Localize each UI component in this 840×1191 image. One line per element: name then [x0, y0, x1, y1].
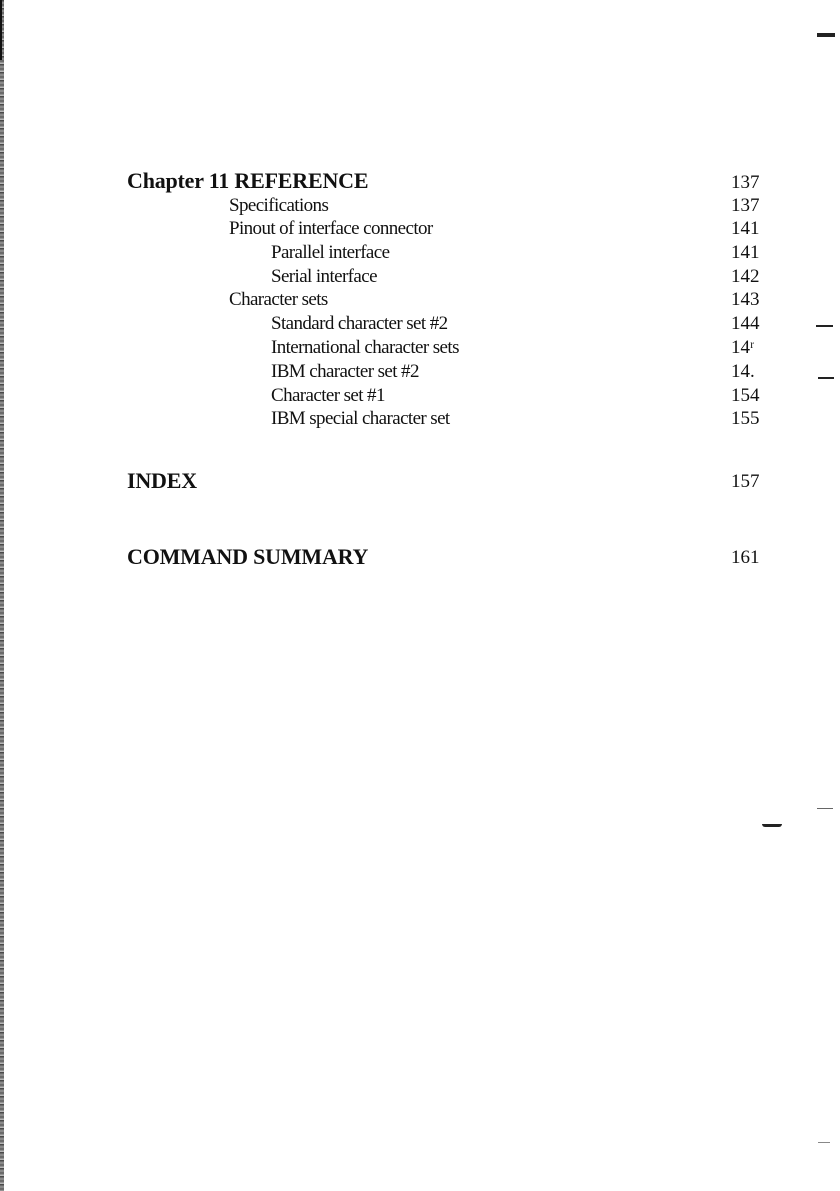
- toc-specifications-page: 137: [731, 195, 760, 216]
- scan-mark-right-3: [817, 808, 833, 809]
- toc-ibm2-page: 14.: [731, 361, 755, 382]
- scan-left-edge-dark: [0, 0, 2, 60]
- toc-parallel-title[interactable]: Parallel interface: [271, 242, 390, 263]
- scan-left-edge: [0, 0, 4, 1191]
- toc-charset1-title[interactable]: Character set #1: [271, 385, 385, 406]
- toc-ibmspecial-title[interactable]: IBM special character set: [271, 408, 450, 429]
- toc-international-title[interactable]: International character sets: [271, 337, 459, 358]
- scan-mark-right-4: [818, 1142, 830, 1143]
- toc-parallel-page: 141: [731, 242, 760, 263]
- toc-charset1-page: 154: [731, 385, 760, 406]
- toc-standard2-title[interactable]: Standard character set #2: [271, 313, 448, 334]
- toc-command-summary-title[interactable]: COMMAND SUMMARY: [127, 544, 369, 569]
- toc-charsets-page: 143: [731, 289, 760, 310]
- toc-charsets-title[interactable]: Character sets: [229, 289, 328, 310]
- toc-chapter-11-page: 137: [731, 172, 760, 193]
- scan-mark-curve: [762, 824, 782, 827]
- toc-ibmspecial-page: 155: [731, 408, 760, 429]
- toc-index-page: 157: [731, 471, 760, 492]
- toc-index-title[interactable]: INDEX: [127, 468, 197, 493]
- toc-international-page: 14ʳ: [731, 337, 755, 358]
- toc-pinout-page: 141: [731, 218, 760, 239]
- toc-ibm2-title[interactable]: IBM character set #2: [271, 361, 419, 382]
- scan-mark-right-2: [818, 377, 834, 379]
- toc-pinout-title[interactable]: Pinout of interface connector: [229, 218, 433, 239]
- toc-serial-page: 142: [731, 266, 760, 287]
- toc-chapter-11-title[interactable]: Chapter 11 REFERENCE: [127, 168, 369, 193]
- scan-mark-right-1: [816, 325, 833, 327]
- toc-standard2-page: 144: [731, 313, 760, 334]
- toc-serial-title[interactable]: Serial interface: [271, 266, 377, 287]
- scan-mark-top-right: [817, 33, 835, 37]
- toc-specifications-title[interactable]: Specifications: [229, 195, 329, 216]
- toc-command-summary-page: 161: [731, 547, 760, 568]
